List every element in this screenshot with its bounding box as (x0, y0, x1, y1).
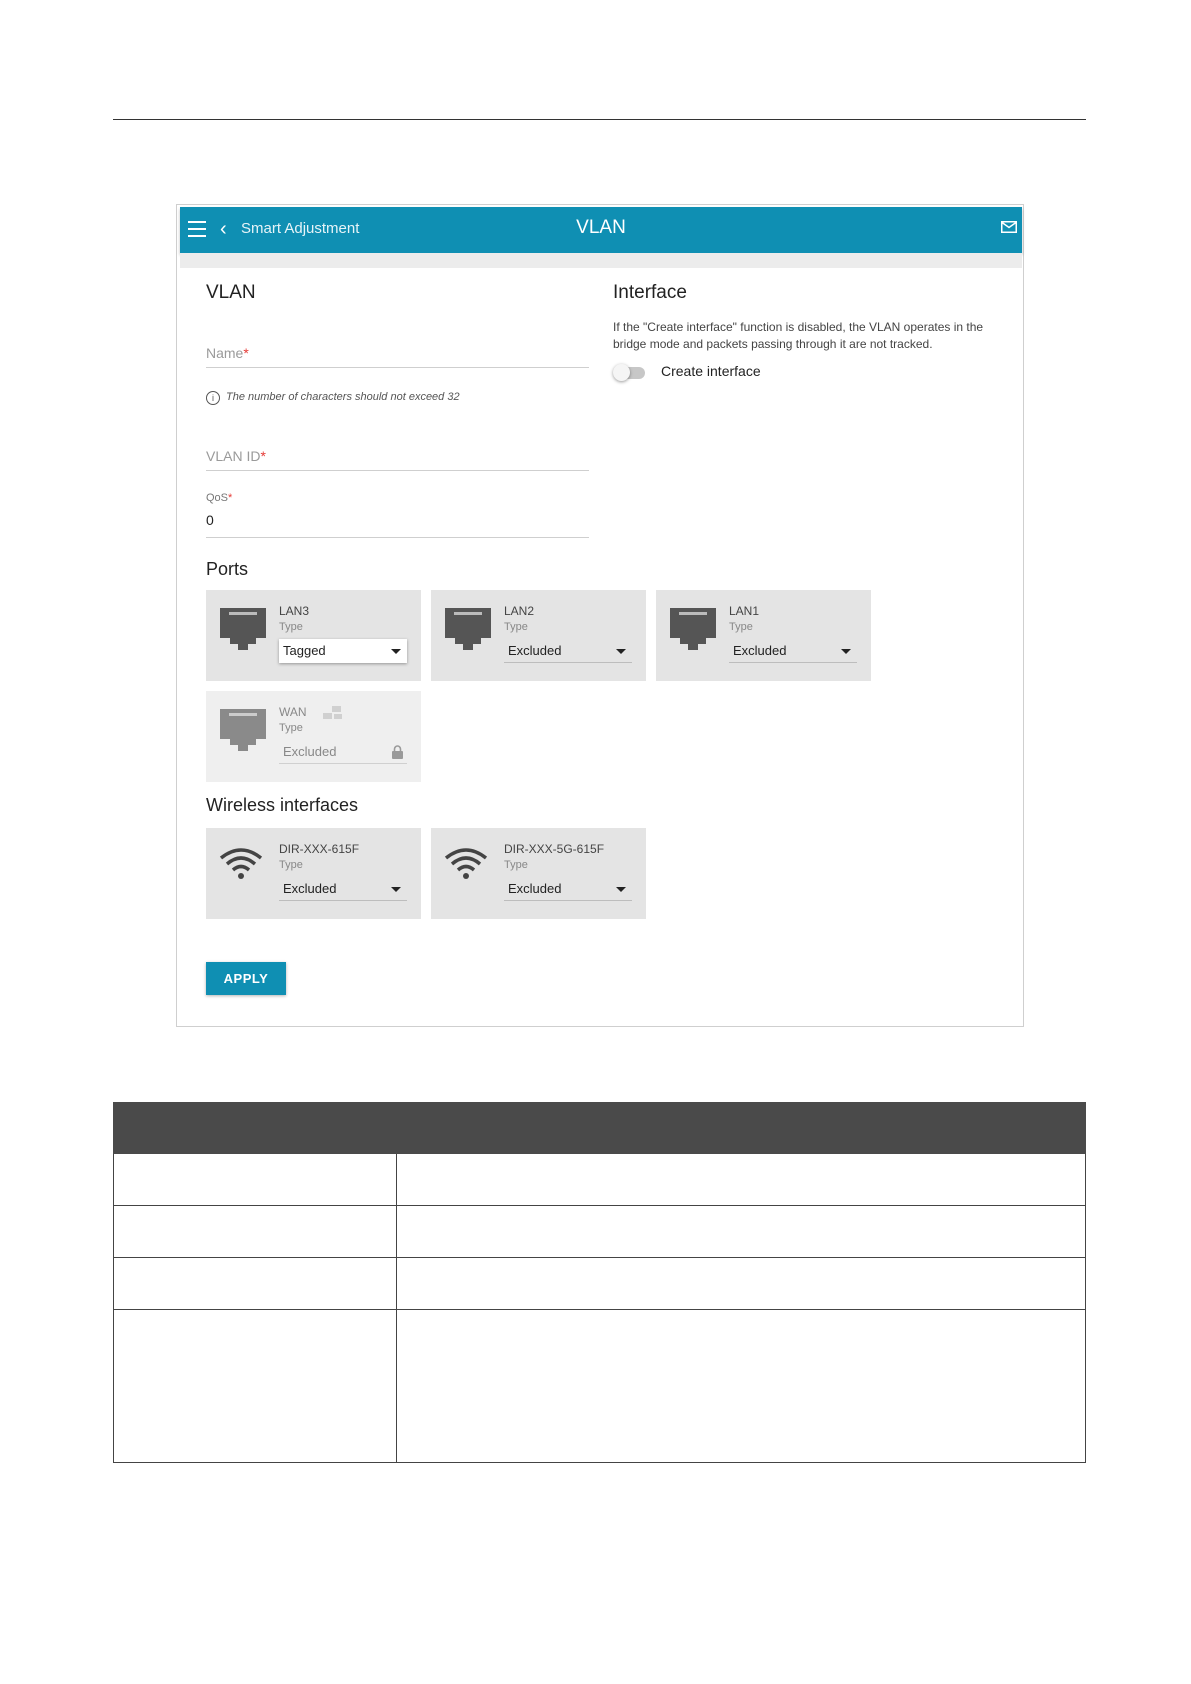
port-type-value: Tagged (283, 643, 326, 658)
breadcrumb[interactable]: Smart Adjustment (241, 220, 360, 237)
wireless-type-label: Type (504, 859, 528, 871)
create-interface-label: Create interface (661, 363, 761, 379)
port-type-select[interactable] (504, 639, 632, 663)
table-row (113, 1310, 1086, 1463)
mail-icon[interactable] (1001, 221, 1017, 233)
wifi-icon (443, 846, 489, 880)
wireless-name: DIR-XXX-615F (279, 842, 360, 856)
port-card-wan (206, 691, 421, 782)
name-field[interactable] (206, 345, 249, 361)
lock-icon (392, 745, 403, 759)
vlan-screenshot (176, 204, 1024, 1027)
network-icon (323, 706, 343, 720)
table-header (113, 1102, 1086, 1154)
wifi-icon (218, 846, 264, 880)
ports-heading: Ports (206, 559, 249, 579)
ethernet-port-icon (445, 608, 491, 650)
port-type-label: Type (504, 621, 528, 633)
port-name: LAN1 (729, 604, 760, 618)
interface-heading: Interface (613, 282, 687, 303)
info-icon: i (206, 391, 220, 405)
port-type-value: Excluded (508, 643, 562, 658)
qos-input[interactable]: 0 (206, 512, 214, 528)
wireless-card-24 (206, 828, 421, 919)
create-interface-toggle[interactable] (615, 367, 645, 379)
apply-button[interactable]: APPLY (206, 962, 286, 995)
ethernet-port-icon (220, 709, 266, 751)
table-row (113, 1206, 1086, 1258)
port-name: WAN (279, 705, 307, 719)
page-header-rule (113, 119, 1086, 120)
dropdown-caret-icon (616, 887, 626, 892)
dropdown-caret-icon (391, 649, 401, 654)
vlan-id-placeholder: VLAN ID (206, 448, 261, 464)
table-row (113, 1154, 1086, 1206)
parameter-table (113, 1102, 1086, 1463)
port-name: LAN2 (504, 604, 535, 618)
wireless-type-select[interactable] (504, 877, 632, 901)
wireless-card-5g (431, 828, 646, 919)
port-type-select[interactable] (729, 639, 857, 663)
qos-underline (206, 537, 589, 538)
port-type-value: Excluded (733, 643, 787, 658)
port-type-label: Type (279, 722, 303, 734)
ethernet-port-icon (670, 608, 716, 650)
toolbar-shadow-strip (180, 253, 1022, 268)
name-hint: The number of characters should not exceed 32 (226, 391, 460, 403)
dropdown-caret-icon (391, 887, 401, 892)
page-title: VLAN (576, 217, 626, 238)
vlan-heading: VLAN (206, 282, 256, 303)
wireless-type-select[interactable] (279, 877, 407, 901)
port-name: LAN3 (279, 604, 310, 618)
wireless-type-value: Excluded (508, 881, 562, 896)
interface-description: If the "Create interface" function is disabled, the VLAN operates in the bridge mode and packets passing through it are not tracked. (613, 320, 984, 351)
wireless-heading: Wireless interfaces (206, 795, 359, 815)
vlan-id-field[interactable] (206, 448, 266, 464)
name-field-underline (206, 367, 589, 368)
port-type-select-disabled (279, 740, 407, 764)
dropdown-caret-icon (616, 649, 626, 654)
app-bar (180, 207, 1022, 253)
wireless-name: DIR-XXX-5G-615F (504, 842, 605, 856)
dropdown-caret-icon (841, 649, 851, 654)
port-type-select[interactable] (279, 639, 407, 663)
port-type-label: Type (729, 621, 753, 633)
port-card-lan1 (656, 590, 871, 681)
toggle-knob (613, 364, 630, 381)
port-type-label: Type (279, 621, 303, 633)
ethernet-port-icon (220, 608, 266, 650)
back-chevron-icon[interactable]: ‹ (220, 218, 227, 240)
port-type-value: Excluded (283, 744, 337, 759)
name-placeholder: Name (206, 345, 244, 361)
vlan-id-underline (206, 470, 589, 471)
wireless-type-value: Excluded (283, 881, 337, 896)
required-mark: * (260, 448, 266, 464)
table-row (113, 1258, 1086, 1310)
required-mark: * (243, 345, 249, 361)
wireless-type-label: Type (279, 859, 303, 871)
port-card-lan2 (431, 590, 646, 681)
qos-label: QoS* (206, 492, 233, 504)
port-card-lan3 (206, 590, 421, 681)
